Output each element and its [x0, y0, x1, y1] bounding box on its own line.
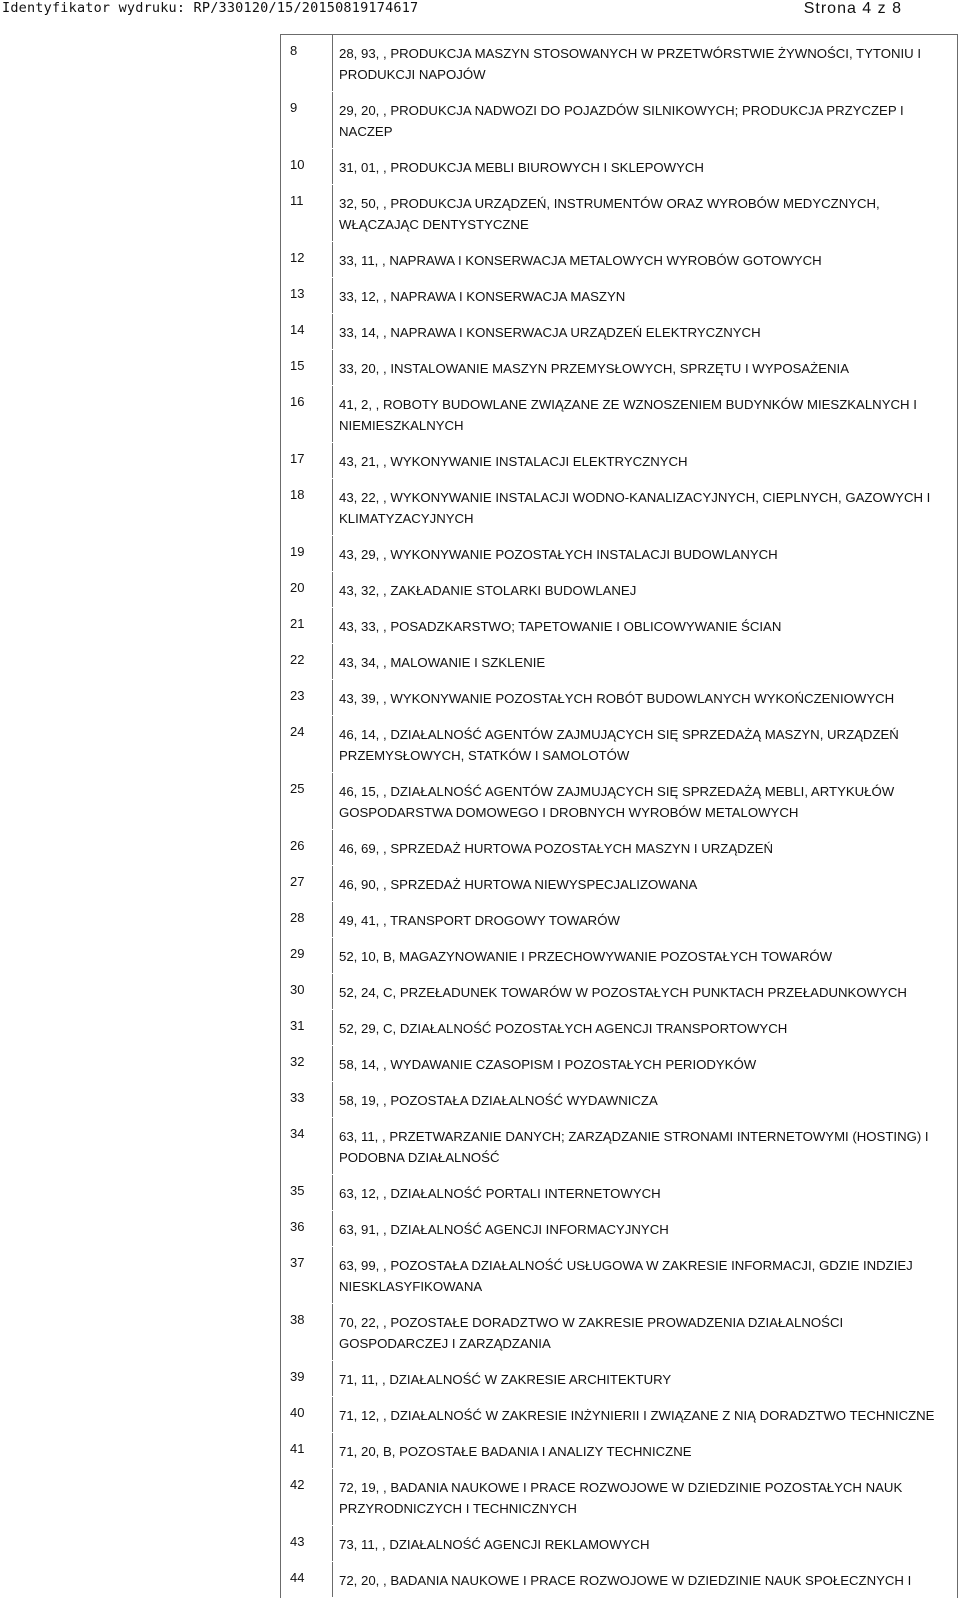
activity-description: 46, 14, , DZIAŁALNOŚĆ AGENTÓW ZAJMUJĄCYCH SIĘ SPRZEDAŻĄ MASZYN, URZĄDZEŃ PRZEMYSŁOWYCH, STATKÓW I SAMOLOTÓW: [333, 716, 957, 772]
table-row: [281, 1082, 957, 1118]
table-row: [281, 938, 957, 974]
activity-description: 46, 69, , SPRZEDAŻ HURTOWA POZOSTAŁYCH MASZYN I URZĄDZEŃ: [333, 830, 957, 865]
activity-description: 73, 11, , DZIAŁALNOŚĆ AGENCJI REKLAMOWYCH: [333, 1526, 957, 1561]
activity-description: 63, 99, , POZOSTAŁA DZIAŁALNOŚĆ USŁUGOWA W ZAKRESIE INFORMACJI, GDZIE INDZIEJ NIESKLASYFIKOWANA: [333, 1247, 957, 1303]
activity-description: 33, 20, , INSTALOWANIE MASZYN PRZEMYSŁOWYCH, SPRZĘTU I WYPOSAŻENIA: [333, 350, 957, 385]
row-number: 10: [281, 149, 333, 184]
table-row: [281, 386, 957, 443]
activity-description: 63, 91, , DZIAŁALNOŚĆ AGENCJI INFORMACYJNYCH: [333, 1211, 957, 1246]
row-number: 44: [281, 1562, 333, 1597]
table-row: [281, 608, 957, 644]
activity-description: 58, 19, , POZOSTAŁA DZIAŁALNOŚĆ WYDAWNICZA: [333, 1082, 957, 1117]
activity-description: 46, 90, , SPRZEDAŻ HURTOWA NIEWYSPECJALIZOWANA: [333, 866, 957, 901]
row-number: 8: [281, 35, 333, 91]
table-row: [281, 1361, 957, 1397]
row-number: 27: [281, 866, 333, 901]
table-row: [281, 350, 957, 386]
row-number: 28: [281, 902, 333, 937]
table-row: [281, 1526, 957, 1562]
row-number: 26: [281, 830, 333, 865]
row-number: 25: [281, 773, 333, 829]
activity-description: 52, 29, C, DZIAŁALNOŚĆ POZOSTAŁYCH AGENCJI TRANSPORTOWYCH: [333, 1010, 957, 1045]
table-row: [281, 242, 957, 278]
activity-description: 33, 14, , NAPRAWA I KONSERWACJA URZĄDZEŃ ELEKTRYCZNYCH: [333, 314, 957, 349]
table-row: [281, 149, 957, 185]
row-number: 18: [281, 479, 333, 535]
page-number: Strona 4 z 8: [803, 0, 902, 17]
table-row: [281, 974, 957, 1010]
row-number: 39: [281, 1361, 333, 1396]
row-number: 34: [281, 1118, 333, 1174]
table-row: [281, 866, 957, 902]
activity-description: 71, 11, , DZIAŁALNOŚĆ W ZAKRESIE ARCHITEKTURY: [333, 1361, 957, 1396]
table-row: [281, 644, 957, 680]
print-identifier: Identyfikator wydruku: RP/330120/15/20150819174617: [2, 0, 419, 16]
table-row: [281, 1118, 957, 1175]
activity-description: 43, 29, , WYKONYWANIE POZOSTAŁYCH INSTALACJI BUDOWLANYCH: [333, 536, 957, 571]
table-row: [281, 1211, 957, 1247]
row-number: 33: [281, 1082, 333, 1117]
activity-description: 72, 19, , BADANIA NAUKOWE I PRACE ROZWOJOWE W DZIEDZINIE POZOSTAŁYCH NAUK PRZYRODNICZYCH I TECHNICZNYCH: [333, 1469, 957, 1525]
table-row: [281, 443, 957, 479]
activity-description: 70, 22, , POZOSTAŁE DORADZTWO W ZAKRESIE PROWADZENIA DZIAŁALNOŚCI GOSPODARCZEJ I ZARZĄDZANIA: [333, 1304, 957, 1360]
row-number: 20: [281, 572, 333, 607]
table-row: [281, 1304, 957, 1361]
table-row: [281, 1469, 957, 1526]
table-row: [281, 1247, 957, 1304]
activity-description: 33, 11, , NAPRAWA I KONSERWACJA METALOWYCH WYROBÓW GOTOWYCH: [333, 242, 957, 277]
activity-description: 63, 12, , DZIAŁALNOŚĆ PORTALI INTERNETOWYCH: [333, 1175, 957, 1210]
row-number: 43: [281, 1526, 333, 1561]
activity-description: 43, 32, , ZAKŁADANIE STOLARKI BUDOWLANEJ: [333, 572, 957, 607]
row-number: 38: [281, 1304, 333, 1360]
activity-description: 43, 22, , WYKONYWANIE INSTALACJI WODNO-KANALIZACYJNYCH, CIEPLNYCH, GAZOWYCH I KLIMATYZACYJNYCH: [333, 479, 957, 535]
activity-description: 43, 33, , POSADZKARSTWO; TAPETOWANIE I OBLICOWYWANIE ŚCIAN: [333, 608, 957, 643]
row-number: 24: [281, 716, 333, 772]
pkd-table: [280, 34, 958, 1598]
table-row: [281, 185, 957, 242]
row-number: 30: [281, 974, 333, 1009]
row-number: 22: [281, 644, 333, 679]
table-row: [281, 902, 957, 938]
activity-description: 71, 20, B, POZOSTAŁE BADANIA I ANALIZY TECHNICZNE: [333, 1433, 957, 1468]
activity-description: 58, 14, , WYDAWANIE CZASOPISM I POZOSTAŁYCH PERIODYKÓW: [333, 1046, 957, 1081]
row-number: 42: [281, 1469, 333, 1525]
row-number: 35: [281, 1175, 333, 1210]
row-number: 11: [281, 185, 333, 241]
row-number: 13: [281, 278, 333, 313]
activity-description: 46, 15, , DZIAŁALNOŚĆ AGENTÓW ZAJMUJĄCYCH SIĘ SPRZEDAŻĄ MEBLI, ARTYKUŁÓW GOSPODARSTWA DOMOWEGO I DROBNYCH WYROBÓW METALOWYCH: [333, 773, 957, 829]
row-number: 29: [281, 938, 333, 973]
table-row: [281, 314, 957, 350]
row-number: 32: [281, 1046, 333, 1081]
row-number: 9: [281, 92, 333, 148]
table-row: [281, 1046, 957, 1082]
row-number: 14: [281, 314, 333, 349]
activity-description: 41, 2, , ROBOTY BUDOWLANE ZWIĄZANE ZE WZNOSZENIEM BUDYNKÓW MIESZKALNYCH I NIEMIESZKALNYCH: [333, 386, 957, 442]
activity-description: 31, 01, , PRODUKCJA MEBLI BIUROWYCH I SKLEPOWYCH: [333, 149, 957, 184]
activity-description: 71, 12, , DZIAŁALNOŚĆ W ZAKRESIE INŻYNIERII I ZWIĄZANE Z NIĄ DORADZTWO TECHNICZNE: [333, 1397, 957, 1432]
activity-description: 28, 93, , PRODUKCJA MASZYN STOSOWANYCH W PRZETWÓRSTWIE ŻYWNOŚCI, TYTONIU I PRODUKCJI NAPOJÓW: [333, 35, 957, 91]
activity-description: 43, 21, , WYKONYWANIE INSTALACJI ELEKTRYCZNYCH: [333, 443, 957, 478]
row-number: 19: [281, 536, 333, 571]
activity-description: 52, 24, C, PRZEŁADUNEK TOWARÓW W POZOSTAŁYCH PUNKTACH PRZEŁADUNKOWYCH: [333, 974, 957, 1009]
table-row: [281, 92, 957, 149]
table-row: [281, 773, 957, 830]
row-number: 21: [281, 608, 333, 643]
table-row: [281, 716, 957, 773]
table-row: [281, 536, 957, 572]
table-row: [281, 830, 957, 866]
activity-description: 43, 39, , WYKONYWANIE POZOSTAŁYCH ROBÓT BUDOWLANYCH WYKOŃCZENIOWYCH: [333, 680, 957, 715]
table-row: [281, 35, 957, 92]
table-row: [281, 1175, 957, 1211]
table-row: [281, 1397, 957, 1433]
activity-description: 32, 50, , PRODUKCJA URZĄDZEŃ, INSTRUMENTÓW ORAZ WYROBÓW MEDYCZNYCH, WŁĄCZAJĄC DENTYSTYCZNE: [333, 185, 957, 241]
activity-description: 49, 41, , TRANSPORT DROGOWY TOWARÓW: [333, 902, 957, 937]
table-row: [281, 1433, 957, 1469]
row-number: 40: [281, 1397, 333, 1432]
table-row: [281, 278, 957, 314]
activity-description: 52, 10, B, MAGAZYNOWANIE I PRZECHOWYWANIE POZOSTAŁYCH TOWARÓW: [333, 938, 957, 973]
table-row: [281, 680, 957, 716]
activity-description: 43, 34, , MALOWANIE I SZKLENIE: [333, 644, 957, 679]
row-number: 36: [281, 1211, 333, 1246]
row-number: 23: [281, 680, 333, 715]
activity-description: 29, 20, , PRODUKCJA NADWOZI DO POJAZDÓW SILNIKOWYCH; PRODUKCJA PRZYCZEP I NACZEP: [333, 92, 957, 148]
row-number: 15: [281, 350, 333, 385]
table-row: [281, 1562, 957, 1598]
table-row: [281, 572, 957, 608]
table-row: [281, 479, 957, 536]
activity-description: 63, 11, , PRZETWARZANIE DANYCH; ZARZĄDZANIE STRONAMI INTERNETOWYMI (HOSTING) I PODOBNA DZIAŁALNOŚĆ: [333, 1118, 957, 1174]
table-row: [281, 1010, 957, 1046]
activity-description: 72, 20, , BADANIA NAUKOWE I PRACE ROZWOJOWE W DZIEDZINIE NAUK SPOŁECZNYCH I: [333, 1562, 957, 1597]
row-number: 37: [281, 1247, 333, 1303]
page-header: [0, 0, 960, 22]
activity-description: 33, 12, , NAPRAWA I KONSERWACJA MASZYN: [333, 278, 957, 313]
row-number: 41: [281, 1433, 333, 1468]
row-number: 17: [281, 443, 333, 478]
row-number: 12: [281, 242, 333, 277]
pkd-table-wrapper: [280, 34, 958, 1588]
row-number: 16: [281, 386, 333, 442]
row-number: 31: [281, 1010, 333, 1045]
